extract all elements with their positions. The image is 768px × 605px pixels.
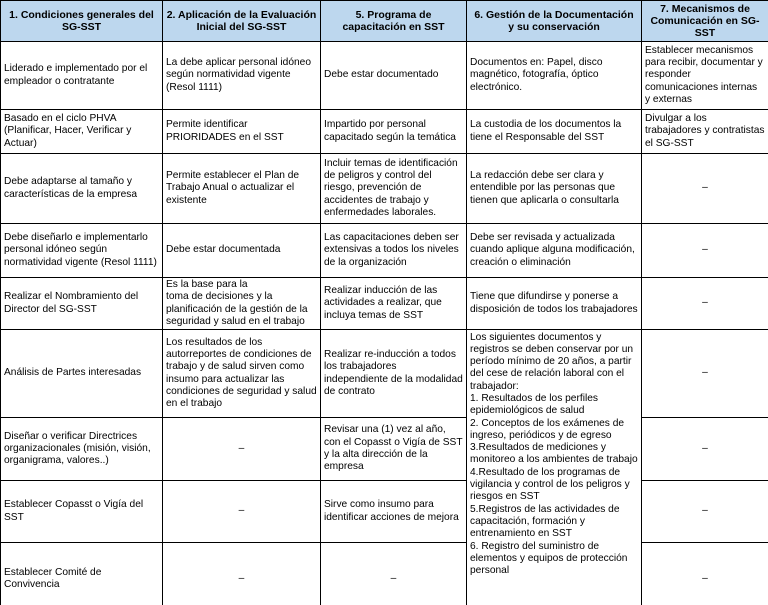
cell-text: Realizar inducción de las actividades a realizar, que incluya temas de SST (324, 285, 442, 321)
cell-comunicacion (642, 42, 768, 110)
cell-documentacion (467, 278, 642, 330)
cell-capacitacion (321, 418, 467, 481)
cell-capacitacion (321, 330, 467, 418)
cell-condiciones (1, 543, 163, 605)
cell-comunicacion (642, 110, 768, 154)
cell-text: Divulgar a los trabajadores y contratistas el SG-SST (645, 113, 765, 149)
table-row (1, 278, 768, 330)
cell-text: Realizar el Nombramiento del Director del SG-SST (4, 291, 139, 315)
cell-text: Impartido por personal capacitado según la temática (324, 119, 456, 143)
cell-text: Establecer Copasst o Vigía del SST (4, 499, 144, 523)
cell-text: Realizar re-inducción a todos los trabajadores independiente de la modalidad de contrato (324, 348, 463, 397)
cell-text: Sirve como insumo para identificar acciones de mejora (324, 499, 459, 523)
cell-text: – (702, 367, 708, 379)
cell-evaluacion (163, 330, 321, 418)
header-row (1, 1, 768, 42)
cell-capacitacion (321, 110, 467, 154)
cell-capacitacion (321, 42, 467, 110)
cell-text: – (702, 505, 708, 517)
cell-condiciones (1, 330, 163, 418)
cell-text: – (238, 505, 245, 517)
cell-text: Debe estar documentada (166, 244, 281, 256)
cell-text: Incluir temas de identificación de peligros y control del riesgo, prevención de accidentes de trabajo y enfermedades laborales. (324, 157, 458, 218)
cell-text: Los resultados de los autorreportes de condiciones de trabajo y de salud sirven como insumo para actualizar las condiciones de seguridad y salud en el trabajo (166, 336, 317, 410)
cell-comunicacion (642, 481, 768, 543)
table-row (1, 154, 768, 224)
cell-text: – (390, 572, 397, 584)
cell-capacitacion (321, 224, 467, 278)
cell-capacitacion (321, 154, 467, 224)
table-row (1, 330, 768, 418)
cell-text: La custodia de los documentos la tiene el Responsable del SST (470, 119, 622, 143)
cell-text: Basado en el ciclo PHVA (Planificar, Hacer, Verificar y Actuar) (4, 113, 132, 149)
cell-text: Liderado e implementado por el empleador o contratante (4, 63, 148, 87)
cell-evaluacion (163, 481, 321, 543)
cell-condiciones (1, 110, 163, 154)
cell-text: Documentos en: Papel, disco magnético, fotografía, óptico electrónico. (470, 57, 603, 93)
cell-evaluacion (163, 418, 321, 481)
cell-documentacion-conservacion (467, 330, 642, 605)
cell-text: – (702, 572, 708, 584)
cell-text: Debe estar documentado (324, 69, 439, 81)
cell-evaluacion (163, 154, 321, 224)
table-row (1, 42, 768, 110)
cell-text: Revisar una (1) vez al año, con el Copasst o Vigía de SST y la alta dirección de la empresa (324, 424, 463, 473)
conservation-text: Los siguientes documentos y registros se deben conservar por un período mínimo de 20 años, a partir del cese de relación laboral con el trabajador: 1. Resultados de los perfiles epidemiológicos de salud 2. Conceptos de los exámenes de ingreso, periódicos y de egreso 3.Resultados de mediciones y monitoreo a los ambientes de trabajo 4.Resultado de los programas de vigilancia y control de los peligros y riesgos en SST 5.Registros de las actividades de capacitación, formación y entrenamiento en SST 6. Registro del suministro de elementos y equipos de protección personal (470, 331, 638, 577)
cell-documentacion (467, 42, 642, 110)
cell-text: La debe aplicar personal idóneo según normatividad vigente (Resol 1111) (166, 57, 311, 93)
cell-text: Establecer Comité de Convivencia (4, 566, 102, 590)
cell-text: Diseñar o verificar Directrices organizacionales (misión, visión, organigrama, valores..) (4, 430, 151, 467)
cell-text: Tiene que difundirse y ponerse a disposición de todos los trabajadores (470, 291, 638, 315)
header-condiciones-generales: 1. Condiciones generales del SG-SST (1, 1, 163, 42)
cell-text: Debe adaptarse al tamaño y características de la empresa (4, 176, 138, 200)
cell-text: – (238, 572, 245, 584)
cell-condiciones (1, 224, 163, 278)
header-evaluacion-inicial: 2. Aplicación de la Evaluación Inicial del SG-SST (163, 1, 321, 42)
table-row (1, 224, 768, 278)
cell-evaluacion (163, 278, 321, 330)
cell-comunicacion (642, 278, 768, 330)
cell-text: – (702, 244, 708, 256)
cell-text: Es la base para la toma de decisiones y la planificación de la gestión de la seguridad y salud en el trabajo (166, 278, 308, 327)
cell-comunicacion (642, 154, 768, 224)
cell-comunicacion (642, 330, 768, 418)
cell-text: Debe diseñarlo e implementarlo personal idóneo según normatividad vigente (Resol 1111) (4, 232, 157, 268)
cell-evaluacion (163, 543, 321, 605)
cell-evaluacion (163, 110, 321, 154)
table-row (1, 543, 768, 605)
cell-text: – (702, 297, 708, 309)
cell-capacitacion (321, 543, 467, 605)
cell-condiciones (1, 481, 163, 543)
cell-text: Debe ser revisada y actualizada cuando aplique alguna modificación, creación o eliminación (470, 232, 635, 268)
cell-evaluacion (163, 224, 321, 278)
cell-text: La redacción debe ser clara y entendible por las personas que tienen que aplicarla o consultarla (470, 170, 619, 206)
header-gestion-documentacion: 6. Gestión de la Documentación y su conservación (467, 1, 642, 42)
cell-condiciones (1, 278, 163, 330)
header-mecanismos-comunicacion: 7. Mecanismos de Comunicación en SG-SST (642, 1, 768, 42)
cell-comunicacion (642, 224, 768, 278)
table-row (1, 481, 768, 543)
cell-evaluacion (163, 42, 321, 110)
cell-text: Establecer mecanismos para recibir, documentar y responder comunicaciones internas y externas (645, 44, 763, 105)
cell-capacitacion (321, 278, 467, 330)
header-programa-capacitacion: 5. Programa de capacitación en SST (321, 1, 467, 42)
cell-text: – (702, 182, 708, 194)
cell-text: Análisis de Partes interesadas (4, 367, 142, 379)
cell-text: Las capacitaciones deben ser extensivas a todos los niveles de la organización (324, 232, 459, 268)
table-row (1, 418, 768, 481)
table-row (1, 110, 768, 154)
cell-text: – (702, 442, 708, 454)
cell-documentacion (467, 110, 642, 154)
cell-comunicacion (642, 418, 768, 481)
cell-condiciones (1, 154, 163, 224)
cell-comunicacion (642, 543, 768, 605)
cell-text: Permite identificar PRIORIDADES en el SST (166, 119, 284, 143)
cell-documentacion (467, 224, 642, 278)
cell-condiciones (1, 42, 163, 110)
cell-text: Permite establecer el Plan de Trabajo Anual o actualizar el existente (166, 170, 300, 206)
cell-documentacion (467, 154, 642, 224)
cell-capacitacion (321, 481, 467, 543)
cell-condiciones (1, 418, 163, 481)
cell-text: – (238, 442, 245, 454)
